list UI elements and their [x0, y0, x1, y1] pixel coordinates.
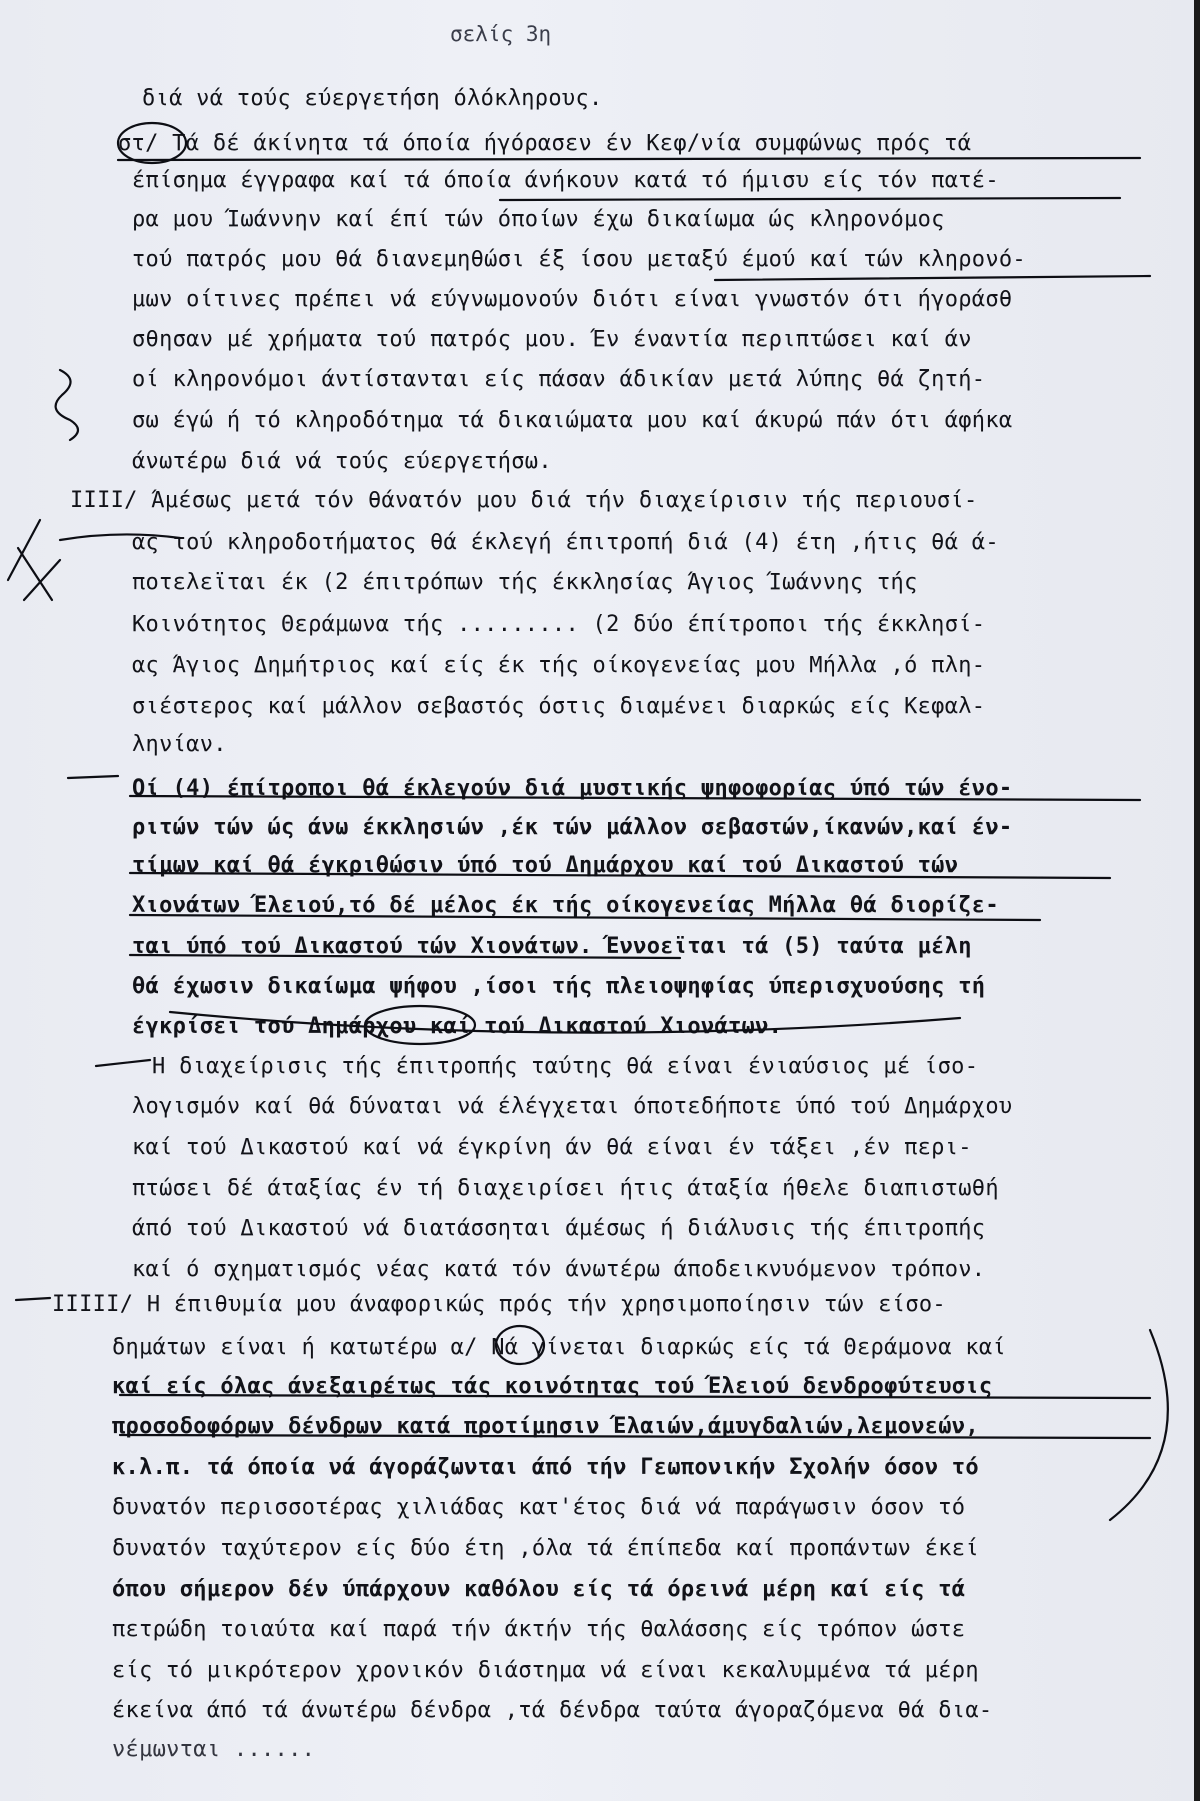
text-line: ας Άγιος Δημήτριος καί είς έκ τής οίκογενείας μου Μήλλα ,ό πλη- — [132, 653, 986, 678]
text-line: σω έγώ ή τό κληροδότημα τά δικαιώματα μου καί άκυρώ πάν ότι άφήκα — [132, 408, 1013, 433]
text-line: έγκρίσει τού Δημάρχου καί τού Δικαστού Χιονάτων. — [132, 1014, 783, 1039]
text-line: δημάτων είναι ή κατωτέρω α/ Νά γίνεται διαρκώς είς τά Θεράμονα καί — [112, 1335, 1006, 1360]
text-line: Κοινότητος Θεράμωνα τής ......... (2 δύο έπίτροποι τής έκκλησί- — [132, 612, 986, 637]
text-line: δυνατόν περισσοτέρας χιλιάδας κατ'έτος διά νά παράγωσιν όσον τό — [112, 1495, 966, 1520]
text-line: πετρώδη τοιαύτα καί παρά τήν άκτήν τής θαλάσσης είς τρόπον ώστε — [112, 1617, 966, 1642]
text-line: IIII/ Άμέσως μετά τόν θάνατόν μου διά τήν διαχείρισιν τής περιουσί- — [70, 488, 978, 513]
text-line: Η διαχείρισις τής έπιτροπής ταύτης θά είναι ένιαύσιος μέ ίσο- — [152, 1054, 979, 1079]
text-line: δυνατόν ταχύτερον είς δύο έτη ,όλα τά έπίπεδα καί προπάντων έκεί — [112, 1536, 979, 1561]
text-line: όπου σήμερον δέν ύπάρχουν καθόλου είς τά όρεινά μέρη καί είς τά — [112, 1577, 966, 1602]
text-line: τίμων καί θά έγκριθώσιν ύπό τού Δημάρχου καί τού Δικαστού τών — [132, 853, 959, 878]
text-line: καί είς όλας άνεξαιρέτως τάς κοινότητας τού Έλειού δενδροφύτευσις — [112, 1374, 993, 1399]
text-line: τού πατρός μου θά διανεμηθώσι έξ ίσου μεταξύ έμού καί τών κληρονό- — [132, 247, 1026, 272]
text-line: άνωτέρω διά νά τούς εύεργετήσω. — [132, 449, 552, 474]
text-line: οί κληρονόμοι άντίστανται είς πάσαν άδικίαν μετά λύπης θά ζητή- — [132, 367, 986, 392]
text-line: πτώσει δέ άταξίας έν τή διαχειρίσει ήτις άταξία ήθελε διαπιστωθή — [132, 1176, 999, 1201]
text-line: μων οίτινες πρέπει νά εύγνωμονούν διότι είναι γνωστόν ότι ήγοράσθ — [132, 287, 1013, 312]
text-line: ριτών τών ώς άνω έκκλησιών ,έκ τών μάλλον σεβαστών,ίκανών,καί έν- — [132, 815, 1013, 840]
text-line: ληνίαν. — [132, 732, 227, 757]
text-line: στ/ Τά δέ άκίνητα τά όποία ήγόρασεν έν Κεφ/νία συμφώνως πρός τά — [118, 131, 972, 156]
text-line: έπίσημα έγγραφα καί τά όποία άνήκουν κατά τό ήμισυ είς τόν πατέ- — [132, 168, 999, 193]
text-line: διά νά τούς εύεργετήση όλόκληρους. — [142, 86, 603, 111]
text-line: IIIII/ Η έπιθυμία μου άναφορικώς πρός τήν χρησιμοποίησιν τών είσο- — [52, 1292, 946, 1317]
text-line: ρα μου Ίωάννην καί έπί τών όποίων έχω δικαίωμα ώς κληρονόμος — [132, 207, 945, 232]
text-line: ας τού κληροδοτήματος θά έκλεγή έπιτροπή διά (4) έτη ,ήτις θά ά- — [132, 530, 999, 555]
text-line: είς τό μικρότερον χρονικόν διάστημα νά είναι κεκαλυμμένα τά μέρη — [112, 1658, 979, 1683]
text-line: κ.λ.π. τά όποία νά άγοράζωνται άπό τήν Γεωπονικήν Σχολήν όσον τό — [112, 1455, 979, 1480]
text-line: προσοδοφόρων δένδρων κατά προτίμησιν Έλαιών,άμυγδαλιών,λεμονεών, — [112, 1414, 979, 1439]
text-line: Οί (4) έπίτροποι θά έκλεγούν διά μυστικής ψηφοφορίας ύπό τών ένο- — [132, 776, 1013, 801]
text-line: καί τού Δικαστού καί νά έγκρίνη άν θά είναι έν τάξει ,έν περι- — [132, 1135, 972, 1160]
text-line: θά έχωσιν δικαίωμα ψήφου ,ίσοι τής πλειοψηφίας ύπερισχυούσης τή — [132, 974, 986, 999]
text-line: νέμωνται ...... — [112, 1737, 316, 1762]
text-line: σθησαν μέ χρήματα τού πατρός μου. Έν έναντία περιπτώσει καί άν — [132, 327, 972, 352]
text-line: έκείνα άπό τά άνωτέρω δένδρα ,τά δένδρα ταύτα άγοραζόμενα θά δια- — [112, 1698, 993, 1723]
page-header: σελίς 3η — [450, 22, 552, 46]
text-line: λογισμόν καί θά δύναται νά έλέγχεται όποτεδήποτε ύπό τού Δημάρχου — [132, 1094, 1013, 1119]
text-line: σιέστερος καί μάλλον σεβαστός όστις διαμένει διαρκώς είς Κεφαλ- — [132, 694, 986, 719]
text-line: Χιονάτων Έλειού,τό δέ μέλος έκ τής οίκογενείας Μήλλα θά διορίζε- — [132, 893, 999, 918]
text-line: ποτελεϊται έκ (2 έπιτρόπων τής έκκλησίας Άγιος Ίωάννης τής — [132, 570, 918, 595]
text-line: ται ύπό τού Δικαστού τών Χιονάτων. Έννοεϊται τά (5) ταύτα μέλη — [132, 934, 972, 959]
page-edge — [1194, 0, 1200, 1801]
text-line: καί ό σχηματισμός νέας κατά τόν άνωτέρω άποδεικνυόμενον τρόπον. — [132, 1257, 986, 1282]
text-line: άπό τού Δικαστού νά διατάσσηται άμέσως ή διάλυσις τής έπιτροπής — [132, 1216, 986, 1241]
